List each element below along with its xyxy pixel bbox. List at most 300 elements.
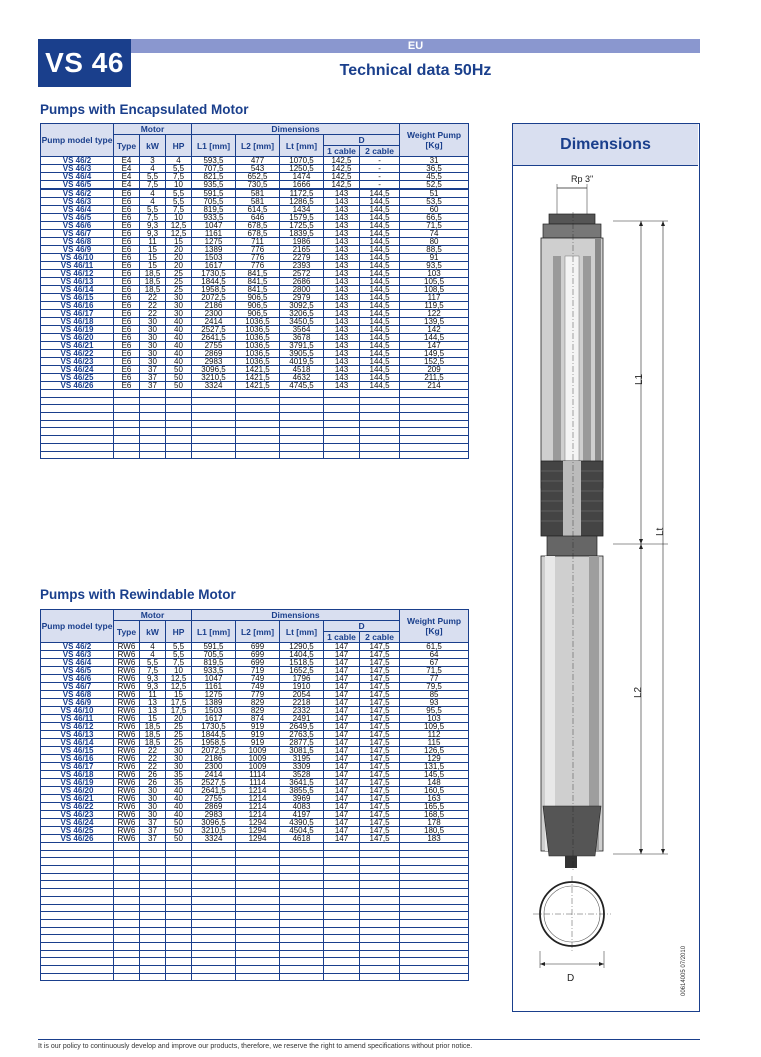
table-cell: - [360,165,400,173]
empty-cell [114,390,140,398]
table-cell: 5,5 [140,659,166,667]
table-cell: 152,5 [400,358,469,366]
table-cell: 5,5 [166,189,192,198]
table-cell: 1421,5 [236,366,280,374]
table-cell: 3678 [280,334,324,342]
table-cell: E6 [114,382,140,390]
pump-model-cell: VS 46/25 [41,374,114,382]
pump-model-cell: VS 46/3 [41,651,114,659]
encapsulated-table-body [41,157,469,459]
table-cell: 147 [324,691,360,699]
table-row [41,270,469,278]
empty-cell [280,873,324,881]
table-cell: 2869 [192,350,236,358]
pump-model-cell: VS 46/24 [41,366,114,374]
table-cell: 841,5 [236,278,280,286]
empty-cell [236,942,280,950]
empty-cell [400,850,469,858]
table-cell: 85 [400,691,469,699]
table-cell: 149,5 [400,350,469,358]
table-cell: 2983 [192,811,236,819]
rewindable-table-body [41,643,469,981]
table-cell: 214 [400,382,469,390]
table-cell: 2763,5 [280,731,324,739]
table-cell: 18,5 [140,286,166,294]
table-cell: 147,5 [360,771,400,779]
empty-cell [166,950,192,958]
l1-label: L1 [634,373,645,385]
empty-cell [324,866,360,874]
empty-cell [400,405,469,413]
table-cell: 142,5 [324,181,360,190]
table-cell: 115 [400,739,469,747]
table-row [41,165,469,173]
empty-cell [360,397,400,405]
table-cell: 3450,5 [280,318,324,326]
empty-cell [360,973,400,981]
table-cell: 3969 [280,795,324,803]
table-cell: 144,5 [360,318,400,326]
table-row [41,659,469,667]
table-cell: E6 [114,262,140,270]
empty-cell [41,935,114,943]
empty-cell [41,843,114,851]
table-row [41,222,469,230]
table-cell: 144,5 [360,294,400,302]
table-cell: 12,5 [166,222,192,230]
table-cell: 2165 [280,246,324,254]
table-cell: 147 [324,723,360,731]
table-cell: 147,5 [360,659,400,667]
table-cell: E6 [114,230,140,238]
empty-cell [192,873,236,881]
table-cell: 776 [236,246,280,254]
table-row [41,326,469,334]
empty-cell [140,858,166,866]
table-cell: 71,5 [400,222,469,230]
empty-cell [192,436,236,444]
table-cell: 143 [324,326,360,334]
table-cell: 2072,5 [192,747,236,755]
table-cell: 60 [400,206,469,214]
empty-cell [400,935,469,943]
table-cell: 147 [324,707,360,715]
empty-cell [324,966,360,974]
empty-cell [41,858,114,866]
table-cell: 147 [324,763,360,771]
table-cell: 71,5 [400,667,469,675]
table-cell: 147 [324,779,360,787]
empty-cell [140,413,166,421]
empty-cell [236,919,280,927]
header-2-cable: 2 cable [360,632,400,643]
empty-cell [166,413,192,421]
table-cell: 147 [324,715,360,723]
empty-cell [360,966,400,974]
table-cell: 50 [166,827,192,835]
pump-model-cell: VS 46/20 [41,334,114,342]
empty-cell [324,935,360,943]
table-cell: 17,5 [166,699,192,707]
table-cell: 40 [166,795,192,803]
table-cell: 143 [324,262,360,270]
pump-model-cell: VS 46/24 [41,819,114,827]
pump-model-cell: VS 46/2 [41,189,114,198]
table-cell: 143 [324,334,360,342]
table-cell: E6 [114,254,140,262]
table-cell: 143 [324,254,360,262]
table-cell: E6 [114,246,140,254]
table-cell: 779 [236,691,280,699]
table-row [41,699,469,707]
pump-model-cell: VS 46/25 [41,827,114,835]
empty-cell [400,413,469,421]
header-motor: Motor [114,610,192,621]
table-cell: 749 [236,683,280,691]
empty-cell [400,958,469,966]
table-cell: 906,5 [236,310,280,318]
table-cell: 1036,5 [236,350,280,358]
empty-row [41,413,469,421]
empty-cell [236,390,280,398]
empty-cell [324,405,360,413]
empty-cell [192,950,236,958]
empty-cell [192,443,236,451]
table-cell: 12,5 [166,683,192,691]
table-cell: 1730,5 [192,723,236,731]
table-cell: 144,5 [360,326,400,334]
empty-cell [114,973,140,981]
empty-row [41,889,469,897]
table-cell: 935,5 [192,181,236,190]
table-cell: 144,5 [360,286,400,294]
empty-cell [140,958,166,966]
table-row [41,342,469,350]
empty-cell [140,942,166,950]
table-cell: - [360,181,400,190]
table-cell: 35 [166,771,192,779]
header-1-cable: 1 cable [324,146,360,157]
header-type: Type [114,621,140,643]
table-cell: 3092,5 [280,302,324,310]
table-cell: 20 [166,254,192,262]
header-pump-model: Pump model type [41,610,114,643]
table-cell: 144,5 [360,262,400,270]
table-cell: 10 [166,181,192,190]
table-row [41,262,469,270]
table-cell: 40 [166,318,192,326]
empty-cell [400,443,469,451]
empty-cell [400,451,469,459]
table-cell: 9,3 [140,222,166,230]
table-cell: 91 [400,254,469,262]
table-cell: 1047 [192,222,236,230]
table-cell: 1009 [236,755,280,763]
empty-cell [324,873,360,881]
empty-cell [114,428,140,436]
table-cell: 143 [324,206,360,214]
table-cell: 147 [324,795,360,803]
table-cell: 165,5 [400,803,469,811]
empty-cell [360,912,400,920]
table-cell: 13 [140,707,166,715]
table-cell: 37 [140,835,166,843]
table-cell: 4197 [280,811,324,819]
empty-cell [166,390,192,398]
table-cell: RW6 [114,755,140,763]
table-cell: 143 [324,286,360,294]
table-cell: 22 [140,747,166,755]
table-cell: 95,5 [400,707,469,715]
section-title-rewindable: Pumps with Rewindable Motor [40,587,236,602]
table-row [41,787,469,795]
table-row [41,779,469,787]
table-cell: 143 [324,302,360,310]
table-cell: 1161 [192,683,236,691]
pump-model-cell: VS 46/11 [41,715,114,723]
table-cell: E6 [114,206,140,214]
table-cell: 30 [140,350,166,358]
table-cell: 15 [140,262,166,270]
table-cell: 211,5 [400,374,469,382]
empty-cell [192,866,236,874]
table-cell: 2414 [192,771,236,779]
table-cell: 678,5 [236,230,280,238]
empty-cell [280,843,324,851]
table-cell: 933,5 [192,667,236,675]
table-cell: 143 [324,278,360,286]
header-l2: L2 [mm] [236,135,280,157]
table-row [41,358,469,366]
table-cell: 591,5 [192,189,236,198]
table-cell: 105,5 [400,278,469,286]
empty-cell [41,896,114,904]
table-cell: 30 [140,803,166,811]
table-cell: 1214 [236,787,280,795]
table-cell: 2869 [192,803,236,811]
table-row [41,181,469,190]
lt-label: Lt [655,527,666,536]
table-cell: 93 [400,699,469,707]
empty-cell [41,397,114,405]
table-cell: 2641,5 [192,334,236,342]
empty-cell [166,843,192,851]
table-cell: 147,5 [360,827,400,835]
table-cell: 614,5 [236,206,280,214]
table-cell: RW6 [114,715,140,723]
empty-cell [280,405,324,413]
table-cell: 1725,5 [280,222,324,230]
table-cell: 5,5 [140,206,166,214]
empty-cell [114,881,140,889]
empty-cell [140,896,166,904]
empty-row [41,966,469,974]
table-cell: 20 [166,715,192,723]
table-cell: 1652,5 [280,667,324,675]
empty-cell [114,413,140,421]
empty-cell [400,942,469,950]
pump-model-cell: VS 46/7 [41,683,114,691]
table-row [41,230,469,238]
table-cell: 646 [236,214,280,222]
table-cell: 77 [400,675,469,683]
empty-cell [324,850,360,858]
empty-row [41,451,469,459]
table-cell: 776 [236,262,280,270]
pump-model-cell: VS 46/12 [41,270,114,278]
empty-cell [166,973,192,981]
empty-cell [166,873,192,881]
empty-cell [41,436,114,444]
table-cell: E6 [114,286,140,294]
table-cell: 147 [324,675,360,683]
table-row [41,374,469,382]
table-row [41,643,469,651]
discharge-head [549,214,595,224]
empty-cell [41,942,114,950]
table-cell: 37 [140,827,166,835]
table-cell: 3 [140,157,166,165]
empty-cell [360,958,400,966]
table-row [41,739,469,747]
pump-model-cell: VS 46/21 [41,795,114,803]
d-label: D [567,973,575,984]
pump-model-cell: VS 46/11 [41,262,114,270]
empty-cell [41,420,114,428]
table-cell: 2800 [280,286,324,294]
pump-model-cell: VS 46/4 [41,173,114,181]
empty-row [41,950,469,958]
table-cell: 18,5 [140,723,166,731]
table-cell: E4 [114,165,140,173]
empty-cell [41,451,114,459]
table-cell: 22 [140,755,166,763]
table-cell: 2414 [192,318,236,326]
table-cell: 9,3 [140,683,166,691]
empty-cell [324,428,360,436]
table-row [41,683,469,691]
header-2-cable: 2 cable [360,146,400,157]
pump-dimension-drawing [513,166,698,1011]
table-cell: 30 [166,747,192,755]
table-cell: 1796 [280,675,324,683]
table-cell: 3564 [280,326,324,334]
table-row [41,157,469,165]
table-cell: 51 [400,189,469,198]
table-cell: RW6 [114,643,140,651]
empty-cell [166,935,192,943]
empty-cell [360,935,400,943]
table-cell: 36,5 [400,165,469,173]
table-cell: RW6 [114,683,140,691]
table-cell: 144,5 [360,278,400,286]
table-cell: 2186 [192,755,236,763]
table-cell: 3528 [280,771,324,779]
table-row [41,206,469,214]
pump-model-cell: VS 46/26 [41,835,114,843]
empty-row [41,397,469,405]
empty-cell [166,904,192,912]
empty-cell [360,942,400,950]
table-row [41,173,469,181]
table-cell: 147 [324,803,360,811]
table-cell: 2572 [280,270,324,278]
empty-cell [280,942,324,950]
l2-label: L2 [633,686,644,698]
table-cell: 2755 [192,795,236,803]
table-cell: E6 [114,222,140,230]
empty-cell [400,973,469,981]
table-cell: E6 [114,334,140,342]
table-cell: 11 [140,691,166,699]
empty-cell [400,950,469,958]
table-cell: 1286,5 [280,198,324,206]
table-cell: E6 [114,189,140,198]
table-row [41,286,469,294]
table-cell: 3791,5 [280,342,324,350]
table-cell: 40 [166,334,192,342]
table-cell: 142,5 [324,165,360,173]
footer-rule [38,1039,700,1040]
table-cell: 1036,5 [236,326,280,334]
pump-model-cell: VS 46/4 [41,206,114,214]
table-cell: E6 [114,278,140,286]
table-cell: 18,5 [140,731,166,739]
table-cell: 1172,5 [280,189,324,198]
empty-cell [236,843,280,851]
table-cell: 829 [236,699,280,707]
empty-cell [41,973,114,981]
table-cell: 143 [324,198,360,206]
table-cell: RW6 [114,659,140,667]
table-cell: 144,5 [360,310,400,318]
table-row [41,318,469,326]
pump-model-cell: VS 46/19 [41,779,114,787]
table-cell: 143 [324,374,360,382]
table-cell: 1389 [192,246,236,254]
pump-model-cell: VS 46/13 [41,731,114,739]
table-cell: RW6 [114,699,140,707]
pump-model-cell: VS 46/4 [41,659,114,667]
header-type: Type [114,135,140,157]
empty-row [41,405,469,413]
table-cell: 1275 [192,691,236,699]
header-d: D [324,621,400,632]
pump-model-cell: VS 46/20 [41,787,114,795]
empty-cell [166,958,192,966]
empty-row [41,390,469,398]
empty-cell [192,428,236,436]
empty-cell [324,881,360,889]
table-cell: 147 [324,755,360,763]
empty-cell [41,390,114,398]
table-row [41,334,469,342]
table-cell: RW6 [114,731,140,739]
table-cell: 147,5 [360,699,400,707]
table-cell: 108,5 [400,286,469,294]
empty-cell [236,405,280,413]
empty-cell [140,889,166,897]
table-cell: 64 [400,651,469,659]
empty-cell [140,873,166,881]
empty-cell [280,428,324,436]
empty-cell [192,413,236,421]
header-pump-model: Pump model type [41,124,114,157]
empty-cell [192,966,236,974]
table-cell: 143 [324,310,360,318]
table-cell: 719 [236,667,280,675]
dimensions-title: Dimensions [513,124,698,166]
